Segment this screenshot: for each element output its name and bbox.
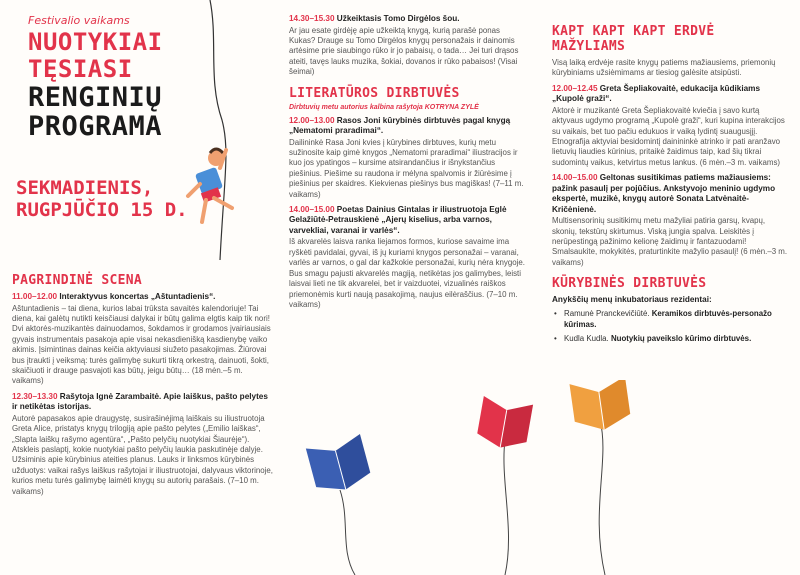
- event-time: 14.00–15.00: [289, 204, 335, 214]
- event-heading: [12, 392, 274, 413]
- event-title: Užkeiktasis Tomo Dirgėlos šou.: [334, 14, 460, 23]
- date-line-2: RUGPJŪČIO 15 D.: [16, 199, 188, 221]
- event-time: 12.30–13.30: [12, 391, 58, 401]
- right-column: [552, 24, 788, 347]
- event-heading: [289, 205, 527, 237]
- event-time: 12.00–13.00: [289, 115, 335, 125]
- event-heading: [12, 292, 274, 303]
- event-title: Interaktyvus koncertas „Aštuntadienis“.: [57, 292, 216, 301]
- list-item: [564, 308, 788, 330]
- list-item-name: Ramunė Pranckevičiūtė.: [564, 308, 652, 318]
- list-item-name: Kudla Kudla.: [564, 333, 611, 343]
- pre-title: Festivalio vaikams: [28, 14, 130, 27]
- creative-intro: Anykščių menų inkubatoriaus rezidentai:: [552, 295, 712, 305]
- event-description: Aktorė ir muzikantė Greta Šepliakovaitė kviečia į savo kurtą aktyvaus ugdymo programą „Kupolė graži“, kuri kupina interakcijos su vaikais, bet tuo pačiu edukuos ir vaiką lydintį suaugusįjį. Etnografija aktyviai besidomintį dainininkė atrinko ir pati aranžavo lietuvių liaudies kūrinius, pritaikė žaidimus taip, kad šių tikrai sudomintų vaikus, ketvirtus metus lankus. (6 mėn.–3 m. vaikams): [552, 105, 785, 167]
- section-title-toddlers: KAPT KAPT KAPT ERDVĖ MAŽYLIAMS: [552, 24, 715, 54]
- title-line-2: TĘSIASI: [28, 55, 133, 83]
- event-description: Ar jau esate girdėję apie užkeiktą knygą, kurią parašė ponas Kukas? Drauge su Tomo Dirgėlos knygų personažais ir dainomis artėsime prie siaubingo rūko ir jo pabaisų, o tada… Jei turi drąsos ateiti, tavęs lauks muzika, šokiai, dovanos ir rūko pabaisos! (Visai šeimai): [289, 25, 519, 77]
- event-title: Greta Šepliakovaitė, edukacija kūdikiams „Kupolė graži“.: [552, 83, 760, 104]
- date-block: [0, 177, 188, 221]
- list-item-activity: Keramikos dirbtuvės-personažo kūrimas.: [564, 308, 772, 329]
- list-item-activity: Nuotykių paveikslo kūrimo dirbtuvės.: [610, 333, 752, 343]
- header-block: [12, 14, 274, 141]
- event-heading: [289, 116, 527, 137]
- event-description: Aštuntadienis – tai diena, kurios labai trūksta savaitės kalendoriuje! Tai diena, kai galėtų nutikti keisčiausi dalykai ir būtų galima elgtis kaip tik nori! Dvi aktorės-muzikantės dainuodamos, šokdamos ir grodamos įvairiausiais gyvais instrumentais pasakoja apie visai nekasdienišką kasdienybę vaiko akimis. Įsimintinas dainas keičia aktyviausi siužeto pasakojimas. Žiūrovai bus įtraukti į veiksmą: turės galimybę sukurti tikrą orkestrą, dainuoti, šokti, skaičiuoti ir drauge pasvajoti kas būtų, jeigu būtų… (18 mėn.–5 m. vaikams): [12, 303, 271, 386]
- event-description: Dailininkė Rasa Joni kvies į kūrybines dirbtuves, kurių metu sužinosite kaip gimė knygos „Nematomi praradimai“ iliustracijos ir kuo jos ypatingos – kursime atsirandančius ir išnykstančius piešinius. Piešime su raudona ir mėlyna spalvomis ir žiūrėsime į piešinius per skaidres. Kiekvienas piešinys bus magiškas! (7–11 m. vaikams): [289, 137, 524, 199]
- title-line-1: NUOTYKIAI: [28, 28, 163, 56]
- event-time: 14.30–15.30: [289, 14, 335, 23]
- event-title: Poetas Dainius Gintalas ir iliustruotoja Eglė Gelažiūtė-Petrauskienė „Ajerų kiselius, arba varnos, varvekliai, varanai ir varlės“.: [289, 204, 507, 235]
- flying-books-balloons-illustration: [300, 380, 700, 575]
- event-heading: [552, 173, 788, 215]
- section-intro: Visą laiką erdvėje rasite knygų patiems mažiausiems, priemonių kūrybiniams užsiėmimams ar tiesiog galėsite atsipūsti.: [552, 58, 776, 78]
- section-title-creative: KŪRYBINĖS DIRBTUVĖS: [552, 276, 707, 292]
- event-title: Rašytoja Ignė Zarambaitė. Apie laiškus, pašto pelytes ir netikėtas istorijas.: [12, 391, 268, 412]
- workshops-subline: Dirbtuvių metu autorius kalbina rašytoja KOTRYNA ZYLĖ: [289, 103, 479, 111]
- title-line-3: RENGINIŲ: [28, 82, 163, 113]
- event-title: Rasos Joni kūrybinės dirbtuvės pagal knygą „Nematomi praradimai“.: [289, 115, 511, 136]
- date-line-1: SEKMADIENIS,: [16, 177, 154, 199]
- section-title-workshops: LITERATŪROS DIRBTUVĖS: [289, 85, 460, 101]
- event-time: 14.00–15.00: [552, 173, 598, 183]
- title-line-4: PROGRAMA: [28, 111, 163, 142]
- event-heading: [289, 14, 527, 25]
- section-title-scene: PAGRINDINĖ SCENA: [12, 273, 143, 288]
- event-heading: [552, 84, 788, 105]
- main-scene-section: [12, 273, 274, 502]
- list-item: [564, 333, 788, 344]
- event-title: Geltonas susitikimas patiems mažiausiems: pažink pasaulį per pojūčius. Ankstyvojo meninio ugdymo ekspertė, muzikė, knygų autorė Sonata Latvėnaitė-Kričėnienė.: [552, 173, 776, 214]
- middle-column: [289, 14, 527, 315]
- event-time: 12.00–12.45: [552, 83, 598, 93]
- creative-list: [552, 308, 788, 344]
- event-description: Multisensorinių susitikimų metu mažyliai patiria garsų, kvapų, skonių, tekstūrų skirtumus. Viską jungia spalva. Leiskitės į nerūpestingą pažinimo kelionę žaidimų ir fantazuodami! Smalsaukite, mokykitės, praturtinkite mažylio pasaulį! (6 mėn.–3 m. vaikams): [552, 216, 788, 267]
- event-description: Iš akvarelės laisva ranka liejamos formos, kuriose savaime ima ryškėti pavidalai, gyvai, iš jų kuriami knygos personažai – varanai, varlės ar varnos, o gal dar kažkokie personažai, kurių nėra knygoje. Bus smagu pajusti akvarelės magiją, netikėtas jos galimybes, leisti laisvai lieti ne tik akvarelei, bet ir vaizduotei, vizualinės raiškos priemonėmis kurti naują pasakojimą, naujus eilėraščius. (7–10 m. vaikams): [289, 237, 525, 309]
- event-description: Autorė papasakos apie draugystę, susirašinėjimą laiškais su iliustruotoja Greta Alice, pristatys knygų trilogiją apie pašto pelytes („Emilio laiškas“, „Slapta laiškų rašymo agentūra“, „Pašto pelyčių nuotykiai Šiaurėje“). Atskleis paslaptį, kokie nuotykiai pašto pelyčių laukia paskutinėje dalyje. Užsiminis apie kūrybinius ateities planus. Lauks ir linksmos kūrybinės užduotys: vaikai rašys laiškus rašytojai ir iliustruotojai, dalyvaus viktorinoje, kurios metu turės galimybę laimėti knygų su autorių parašais. (7–10 m. vaikams): [12, 413, 273, 496]
- event-time: 11.00–12.00: [12, 292, 58, 301]
